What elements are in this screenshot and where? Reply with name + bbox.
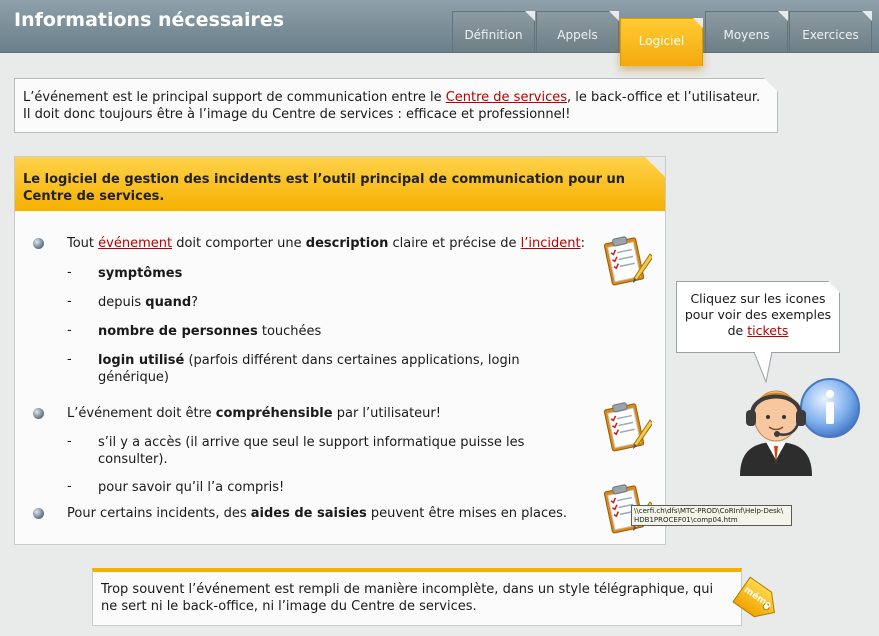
bold-text: symptômes xyxy=(98,266,183,281)
evenement-link[interactable]: événement xyxy=(98,236,173,251)
text: ? xyxy=(191,295,199,310)
incident-link[interactable]: l’incident xyxy=(520,236,581,251)
memo-tag-icon xyxy=(728,572,788,630)
bullet-aides-saisies xyxy=(67,505,607,522)
page-title: Informations nécessaires xyxy=(14,9,285,31)
text: doit comporter une xyxy=(172,236,306,251)
memo-box xyxy=(92,568,742,626)
tab-moyens[interactable]: Moyens xyxy=(705,11,788,52)
sub-item-quand xyxy=(98,294,198,311)
bold-text: login utilisé xyxy=(98,353,185,368)
bullet-description xyxy=(67,235,607,252)
dash: - xyxy=(67,479,72,494)
memo-tag-label: mémo xyxy=(741,585,774,611)
hint-text: Cliquez sur les icones pour voir des exemples de xyxy=(684,291,832,338)
bullet-icon xyxy=(33,238,44,249)
tickets-link[interactable]: tickets xyxy=(747,323,789,338)
bullet-icon xyxy=(33,408,44,419)
sub-item-nombre xyxy=(98,323,321,340)
dash: - xyxy=(67,323,72,338)
clipboard-ticket-icon[interactable] xyxy=(600,234,652,288)
tab-definition[interactable]: Définition xyxy=(452,11,535,52)
text: touchées xyxy=(257,324,322,339)
sub-item-acces: s’il y a accès (il arrive que seul le support informatique puisse les consulter). xyxy=(98,435,525,467)
hint-bubble xyxy=(676,281,840,353)
centre-de-services-link[interactable]: Centre de services xyxy=(445,90,568,105)
bold-text: quand xyxy=(145,295,192,310)
bullet-comprehensible xyxy=(67,405,587,422)
dash: - xyxy=(67,434,72,449)
dash: - xyxy=(67,294,72,309)
tab-logiciel[interactable]: Logiciel xyxy=(620,18,703,66)
tooltip-line: \\cerfi.ch\dfs\MTC-PROD\CoRInf\Help-Desk\ xyxy=(634,507,784,515)
text: Pour certains incidents, des xyxy=(67,506,251,521)
support-agent-icon xyxy=(732,372,864,478)
text: depuis xyxy=(98,295,146,310)
memo-text: Trop souvent l’événement est rempli de manière incomplète, dans un style télégraphique, qui ne sert ni le back-office, ni l’image du Centre de services. xyxy=(101,582,714,614)
text: peuvent être mises en places. xyxy=(366,506,568,521)
bold-text: compréhensible xyxy=(215,406,333,421)
text: (parfois différent dans certaines applications, login générique) xyxy=(98,353,520,385)
intro-text-before: L’événement est le principal support de communication entre le xyxy=(23,90,446,105)
tooltip-line: HDB1PROCEF01\comp04.htm xyxy=(634,516,738,524)
text: claire et précise de xyxy=(388,236,521,251)
tab-appels[interactable]: Appels xyxy=(536,11,619,52)
bold-text: aides de saisies xyxy=(250,506,367,521)
text: Tout xyxy=(67,236,99,251)
bold-text: nombre de personnes xyxy=(98,324,258,339)
panel-heading: Le logiciel de gestion des incidents est l’outil principal de communication pour un Centre de services. xyxy=(15,157,665,211)
bold-text: description xyxy=(305,236,389,251)
sub-item-symptomes xyxy=(98,265,182,282)
dash: - xyxy=(67,352,72,367)
link-tooltip xyxy=(631,505,792,526)
sub-item-compris: pour savoir qu’il l’a compris! xyxy=(98,480,285,495)
text: L’événement doit être xyxy=(67,406,216,421)
content-panel xyxy=(14,156,666,545)
intro-box xyxy=(14,78,778,133)
intro-text-after: , le back-office et l’utilisateur. Il doit donc toujours être à l’image du Centre de services : efficace et professionnel! xyxy=(23,90,761,122)
clipboard-ticket-icon[interactable] xyxy=(600,400,652,454)
tab-exercices[interactable]: Exercices xyxy=(789,11,872,52)
sub-item-login xyxy=(98,352,538,386)
text: par l’utilisateur! xyxy=(332,406,441,421)
bullet-icon xyxy=(33,508,44,519)
dash: - xyxy=(67,265,72,280)
text: : xyxy=(580,236,585,251)
